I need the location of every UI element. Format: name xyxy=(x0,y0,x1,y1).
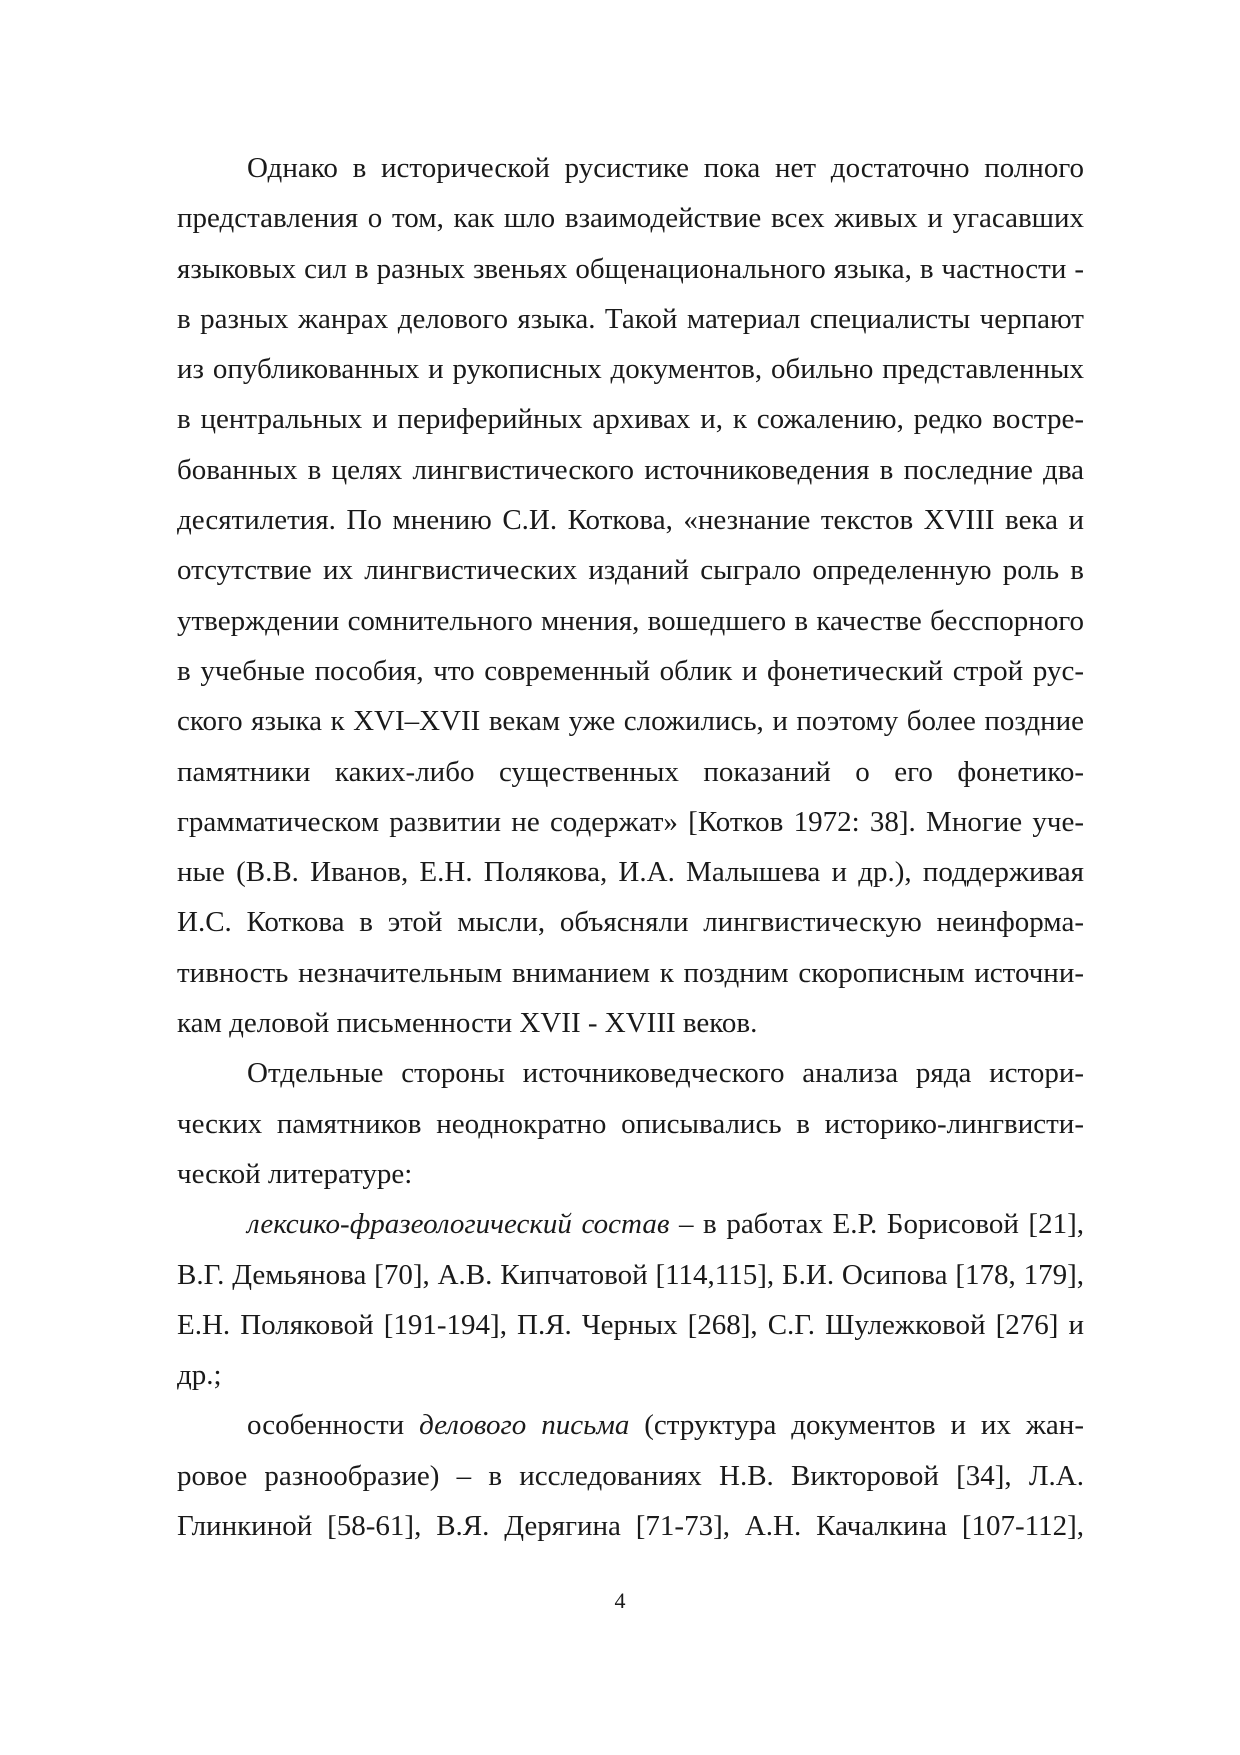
document-body xyxy=(177,143,1084,1551)
text-line: И.С. Коткова в этой мысли, объясняли лингвистическую неинформа- xyxy=(177,906,1084,939)
paragraph-4 xyxy=(177,1400,1084,1551)
paragraph-1 xyxy=(177,143,1084,1048)
text-line: В.Г. Демьянова [70], А.В. Кипчатовой [114,115], Б.И. Осипова [178, 179], xyxy=(177,1258,1084,1291)
text-line: памятники каких-либо существенных показаний о его фонетико- xyxy=(177,755,1084,788)
text-span: (структура документов и их жан- xyxy=(629,1409,1084,1442)
text-span: особенности xyxy=(247,1409,420,1442)
text-line: Е.Н. Поляковой [191-194], П.Я. Черных [268], С.Г. Шулежковой [276] и xyxy=(177,1308,1084,1341)
paragraph-2 xyxy=(177,1048,1084,1199)
text-line: в центральных и периферийных архивах и, к сожалению, редко востре- xyxy=(177,403,1084,436)
italic-term: лексико-фразеологический состав xyxy=(247,1208,670,1241)
text-line: в учебные пособия, что современный облик и фонетический строй рус- xyxy=(177,654,1084,687)
text-line: Однако в исторической русистике пока нет достаточно полного xyxy=(247,152,1084,184)
text-line: Глинкиной [58-61], В.Я. Дерягина [71-73], А.Н. Качалкина [107-112], xyxy=(177,1510,1084,1543)
italic-term: делового письма xyxy=(419,1409,630,1442)
text-line: в разных жанрах делового языка. Такой материал специалисты черпают xyxy=(177,302,1084,335)
text-line: ческой литературе: xyxy=(177,1157,413,1190)
text-line: ского языка к XVI–XVII векам уже сложились, и поэтому более поздние xyxy=(177,705,1084,738)
text-line: языковых сил в разных звеньях общенационального языка, в частности - xyxy=(177,252,1084,285)
text-line: др.; xyxy=(177,1359,222,1392)
text-line: утверждении сомнительного мнения, вошедшего в качестве бесспорного xyxy=(177,604,1084,637)
paragraph-3 xyxy=(177,1199,1084,1400)
text-line xyxy=(177,1400,1084,1450)
text-line: ровое разнообразие) – в исследованиях Н.В. Викторовой [34], Л.А. xyxy=(177,1459,1084,1492)
text-line: ные (В.В. Иванов, Е.Н. Полякова, И.А. Малышева и др.), поддерживая xyxy=(177,856,1084,889)
text-span: – в работах Е.Р. Борисовой [21], xyxy=(669,1208,1084,1241)
text-line: бованных в целях лингвистического источниковедения в последние два xyxy=(177,453,1084,486)
page-number: 4 xyxy=(614,1588,626,1613)
text-line: кам деловой письменности XVII - XVIII веков. xyxy=(177,1007,758,1040)
text-line: из опубликованных и рукописных документов, обильно представленных xyxy=(177,353,1084,386)
text-line xyxy=(177,1199,1084,1249)
text-line: ческих памятников неоднократно описывались в историко-лингвисти- xyxy=(177,1107,1084,1140)
text-line: Отдельные стороны источниковедческого анализа ряда истори- xyxy=(247,1057,1084,1090)
text-line: представления о том, как шло взаимодействие всех живых и угасавших xyxy=(177,202,1084,235)
text-line: десятилетия. По мнению С.И. Коткова, «незнание текстов XVIII века и xyxy=(177,504,1084,537)
text-line: грамматическом развитии не содержат» [Котков 1972: 38]. Многие уче- xyxy=(177,805,1084,838)
text-line: тивность незначительным вниманием к поздним скорописным источни- xyxy=(177,956,1084,989)
text-line: отсутствие их лингвистических изданий сыграло определенную роль в xyxy=(177,554,1084,587)
